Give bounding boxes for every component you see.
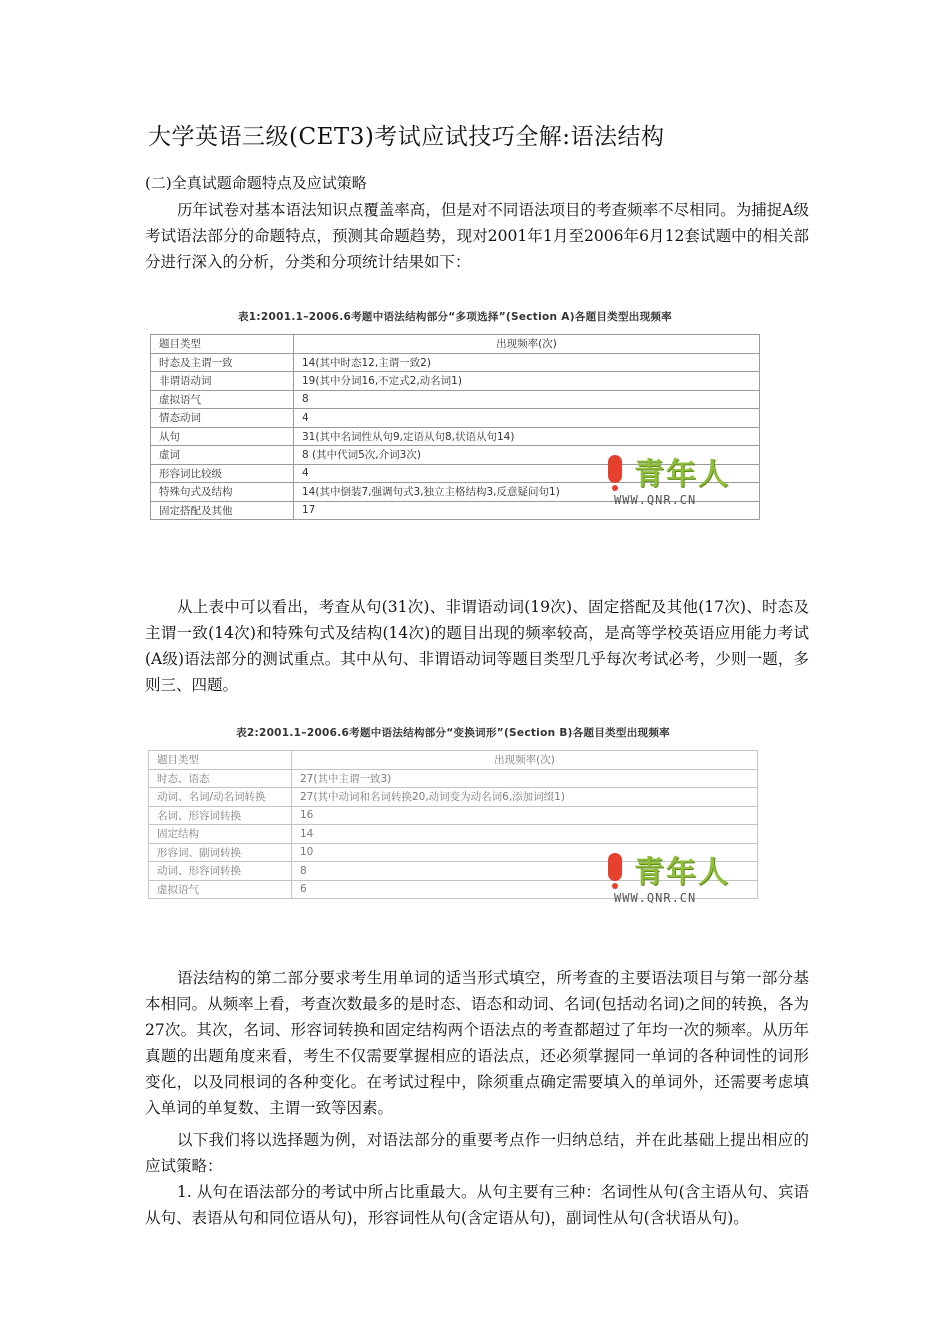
document-title: 大学英语三级(CET3)考试应试技巧全解:语法结构 [148, 124, 665, 150]
table2-cell-frequency: 27(其中动词和名词转换20,动词变为动名词6,添加词缀1) [292, 788, 758, 807]
table1-row [151, 390, 760, 409]
table1-cell-type: 固定搭配及其他 [151, 501, 294, 520]
table1-cell-frequency: 17 [294, 501, 760, 520]
table2-cell-frequency: 6 [292, 880, 758, 899]
table1-header-row [151, 335, 760, 354]
table1-cell-type: 虚拟语气 [151, 390, 294, 409]
table1-cell-frequency: 8 (其中代词5次,介词3次) [294, 446, 760, 465]
watermark [608, 449, 768, 519]
table1-row [151, 372, 760, 391]
table1-row [151, 427, 760, 446]
table2-header-type: 题目类型 [149, 751, 292, 770]
table1-cell-frequency: 31(其中名词性从句9,定语从句8,状语从句14) [294, 427, 760, 446]
table2-row [149, 825, 758, 844]
watermark-url: WWW.QNR.CN [614, 493, 697, 507]
clause-paragraph: 1. 从句在语法部分的考试中所占比重最大。从句主要有三种：名词性从句(含主语从句、宾语从句、表语从句和同位语从句)，形容词性从句(含定语从句)，副词性从句(含状语从句)。 [145, 1183, 809, 1227]
summary-paragraph: 以下我们将以选择题为例，对语法部分的重要考点作一归纳总结，并在此基础上提出相应的应试策略： [145, 1131, 809, 1175]
intro-paragraph: 历年试卷对基本语法知识点覆盖率高，但是对不同语法项目的考查频率不尽相同。为捕捉A级考试语法部分的命题特点，预测其命题趋势，现对2001年1月至2006年6月12套试题中的相关部分进行深入的分析，分类和分项统计结果如下： [145, 201, 809, 271]
table2-cell-frequency: 16 [292, 806, 758, 825]
table1-cell-frequency: 14(其中倒装7,强调句式3,独立主格结构3,反意疑问句1) [294, 483, 760, 502]
table1-cell-type: 情态动词 [151, 409, 294, 428]
table1-cell-type: 非谓语动词 [151, 372, 294, 391]
table2-cell-type: 虚拟语气 [149, 880, 292, 899]
watermark-url: WWW.QNR.CN [614, 891, 697, 905]
analysis-paragraph: 从上表中可以看出，考查从句(31次)、非谓语动词(19次)、固定搭配及其他(17次)、时态及主谓一致(14次)和特殊句式及结构(14次)的题目出现的频率较高，是高等学校英语应用能力考试(A级)语法部分的测试重点。其中从句、非谓语动词等题目类型几乎每次考试必考，少则一题，多则三、四题。 [145, 598, 809, 694]
table2-row [149, 788, 758, 807]
watermark-logo: 青年人 [634, 457, 730, 492]
table1-caption: 表1:2001.1–2006.6考题中语法结构部分“多项选择”(Section A)各题目类型出现频率 [238, 311, 672, 323]
table2-header-row [149, 751, 758, 770]
table2-cell-frequency: 27(其中主谓一致3) [292, 769, 758, 788]
table1-cell-type: 时态及主谓一致 [151, 353, 294, 372]
table1-header-type: 题目类型 [151, 335, 294, 354]
table1-cell-type: 从句 [151, 427, 294, 446]
table1-cell-type: 虚词 [151, 446, 294, 465]
watermark-mark-icon [608, 455, 622, 483]
table2-cell-type: 固定结构 [149, 825, 292, 844]
table1-cell-frequency: 4 [294, 409, 760, 428]
table2-cell-frequency: 10 [292, 843, 758, 862]
watermark-mark-icon [608, 853, 622, 881]
table1-cell-frequency: 19(其中分词16,不定式2,动名词1) [294, 372, 760, 391]
table2-cell-type: 动词、形容词转换 [149, 862, 292, 881]
table1-cell-frequency: 14(其中时态12,主谓一致2) [294, 353, 760, 372]
table1-header-frequency: 出现频率(次) [294, 335, 760, 354]
table2-cell-type: 时态、语态 [149, 769, 292, 788]
section-heading: (二)全真试题命题特点及应试策略 [145, 174, 367, 192]
table2-cell-type: 形容词、副词转换 [149, 843, 292, 862]
table2-row [149, 806, 758, 825]
table2-header-frequency: 出现频率(次) [292, 751, 758, 770]
watermark [608, 847, 768, 917]
table1-cell-frequency: 4 [294, 464, 760, 483]
table1-cell-type: 形容词比较级 [151, 464, 294, 483]
table2-figure [148, 725, 758, 905]
table2-cell-frequency: 14 [292, 825, 758, 844]
table2-cell-type: 名词、形容词转换 [149, 806, 292, 825]
table1-cell-frequency: 8 [294, 390, 760, 409]
watermark-logo: 青年人 [634, 855, 730, 890]
part-two-paragraph: 语法结构的第二部分要求考生用单词的适当形式填空，所考查的主要语法项目与第一部分基本相同。从频率上看，考查次数最多的是时态、语态和动词、名词(包括动名词)之间的转换，各为27次。其次，名词、形容词转换和固定结构两个语法点的考查都超过了年均一次的频率。从历年真题的出题角度来看，考生不仅需要掌握相应的语法点，还必须掌握同一单词的各种词性的词形变化，以及同根词的各种变化。在考试过程中，除须重点确定需要填入的单词外，还需要考虑填入单词的单复数、主谓一致等因素。 [145, 969, 809, 1117]
table2-caption: 表2:2001.1–2006.6考题中语法结构部分“变换词形”(Section B)各题目类型出现频率 [236, 727, 670, 739]
table1-row [151, 353, 760, 372]
table2-row [149, 769, 758, 788]
table1-row [151, 409, 760, 428]
table1-figure [150, 309, 760, 520]
table2-cell-type: 动词、名词/动名词转换 [149, 788, 292, 807]
table2-cell-frequency: 8 [292, 862, 758, 881]
table1-cell-type: 特殊句式及结构 [151, 483, 294, 502]
